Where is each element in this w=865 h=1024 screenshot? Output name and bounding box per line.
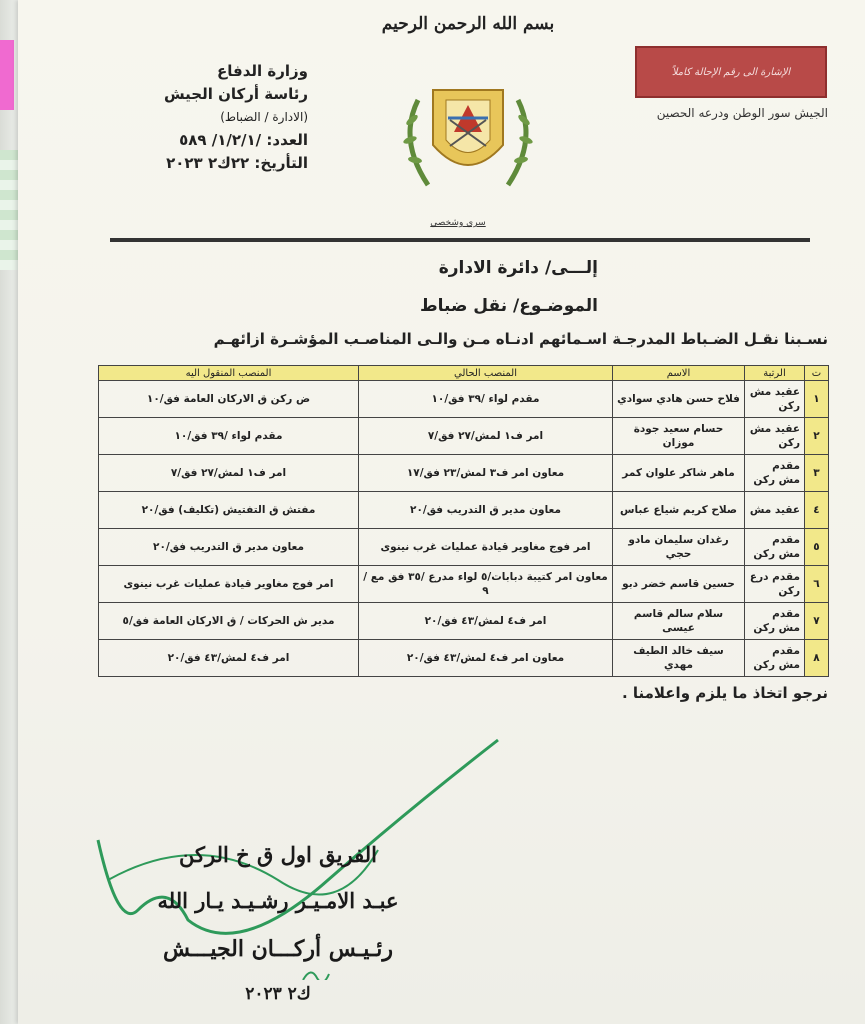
closing-text: نرجو اتخاذ ما يلزم واعلامنا . [621, 684, 828, 702]
subject-line: الموضـوع/ نقل ضباط [419, 296, 598, 316]
new-position-cell: امر ف٤ لمش/٤٣ فق/٢٠ [99, 640, 359, 677]
basmala: بسم الله الرحمن الرحيم [381, 14, 555, 34]
column-header: الرتبة [745, 366, 805, 381]
document-page [18, 0, 865, 1024]
rank-cell: عقيد مش [745, 492, 805, 529]
row-number: ٦ [805, 566, 829, 603]
name-cell: حسين قاسم خضر دبو [613, 566, 745, 603]
current-position-cell: معاون مدير ق التدريب فق/٢٠ [359, 492, 613, 529]
row-number: ٥ [805, 529, 829, 566]
current-position-cell: امر ف١ لمش/٢٧ فق/٧ [359, 418, 613, 455]
table-row [99, 640, 829, 677]
column-header: المنصب المنقول اليه [99, 366, 359, 381]
row-number: ٢ [805, 418, 829, 455]
table-header-row [99, 366, 829, 381]
column-header: الاسم [613, 366, 745, 381]
new-position-cell: معاون مدير ق التدريب فق/٢٠ [99, 529, 359, 566]
current-position-cell: امر فوج مغاوير قيادة عمليات غرب نينوى [359, 529, 613, 566]
classification-label: سري وشخصي [430, 218, 486, 228]
sticky-note [0, 40, 14, 110]
current-position-cell: معاون امر كتيبة دبابات/٥ لواء مدرع /٣٥ فق مع /٩ [359, 566, 613, 603]
presidency-name: رئاسة أركان الجيش [163, 85, 308, 103]
signatory-title: رئـيـس أركـــان الجيـــش [162, 936, 394, 962]
row-number: ١ [805, 381, 829, 418]
row-number: ٨ [805, 640, 829, 677]
table-row [99, 492, 829, 529]
table-row [99, 529, 829, 566]
date-value: ٢٢ك٢ ٢٠٢٣ [166, 154, 250, 172]
rank-cell: مقدم مش ركن [745, 603, 805, 640]
rank-cell: مقدم درع ركن [745, 566, 805, 603]
name-cell: حسام سعيد جودة موزان [613, 418, 745, 455]
table-row [99, 418, 829, 455]
rank-cell: مقدم مش ركن [745, 640, 805, 677]
table-row [99, 603, 829, 640]
number-label: العدد: [266, 131, 308, 149]
ministry-name: وزارة الدفاع [217, 62, 308, 80]
new-position-cell: ض ركن ق الاركان العامة فق/١٠ [99, 381, 359, 418]
column-header: المنصب الحالي [359, 366, 613, 381]
header-divider [110, 238, 810, 242]
new-position-cell: مفتش ق التفتيش (تكليف) فق/٢٠ [99, 492, 359, 529]
name-cell: ماهر شاكر علوان كمر [613, 455, 745, 492]
rank-cell: عقيد مش ركن [745, 418, 805, 455]
rank-cell: عقيد مش ركن [745, 381, 805, 418]
name-cell: رغدان سليمان مادو حجي [613, 529, 745, 566]
current-position-cell: مقدم لواء /٣٩ فق/١٠ [359, 381, 613, 418]
table-row [99, 381, 829, 418]
date-label: التأريخ: [254, 154, 308, 172]
army-emblem-icon [388, 70, 548, 200]
column-header: ت [805, 366, 829, 381]
table-row [99, 566, 829, 603]
reference-number [98, 129, 308, 152]
new-position-cell: مقدم لواء /٣٩ فق/١٠ [99, 418, 359, 455]
signature-date: ك٢ ٢٠٢٣ [245, 984, 311, 1004]
background-spreadsheet [0, 150, 18, 270]
signatory-rank: الفريق اول ق خ الركن [179, 842, 377, 867]
name-cell: صلاح كريم شياع عباس [613, 492, 745, 529]
new-position-cell: امر فوج مغاوير قيادة عمليات غرب نينوى [99, 566, 359, 603]
table-row [99, 455, 829, 492]
reference-date [98, 152, 308, 175]
current-position-cell: امر ف٤ لمش/٤٣ فق/٢٠ [359, 603, 613, 640]
name-cell: سلام سالم قاسم عيسى [613, 603, 745, 640]
row-number: ٣ [805, 455, 829, 492]
row-number: ٤ [805, 492, 829, 529]
name-cell: سيف خالد الطيف مهدي [613, 640, 745, 677]
new-position-cell: مدير ش الحركات / ق الاركان العامة فق/٥ [99, 603, 359, 640]
rank-cell: مقدم مش ركن [745, 529, 805, 566]
intro-text: نسـبنا نقـل الضـباط المدرجـة اسـمائهم ادنـاه مـن والـى المناصـب المؤشـرة ازائهـم [213, 330, 828, 348]
recipient-line: إلـــى/ دائرة الادارة [438, 258, 598, 278]
army-motto: الجيش سور الوطن ودرعه الحصين [656, 106, 828, 120]
reference-stamp: الإشارة الى رقم الإحالة كاملاً [635, 46, 827, 98]
row-number: ٧ [805, 603, 829, 640]
new-position-cell: امر ف١ لمش/٢٧ فق/٧ [99, 455, 359, 492]
current-position-cell: معاون امر ف٤ لمش/٤٣ فق/٢٠ [359, 640, 613, 677]
transfer-table [98, 365, 829, 677]
signatory-name: عبـد الامـيـر رشـيـد يـار الله [157, 888, 399, 913]
number-value: /١/٢/١/ ٥٨٩ [179, 131, 262, 149]
issuer-block [98, 60, 308, 175]
current-position-cell: معاون امر ف٣ لمش/٢٣ فق/١٧ [359, 455, 613, 492]
rank-cell: مقدم مش ركن [745, 455, 805, 492]
name-cell: فلاح حسن هادي سوادي [613, 381, 745, 418]
department-name: (الادارة / الضباط) [220, 110, 308, 124]
